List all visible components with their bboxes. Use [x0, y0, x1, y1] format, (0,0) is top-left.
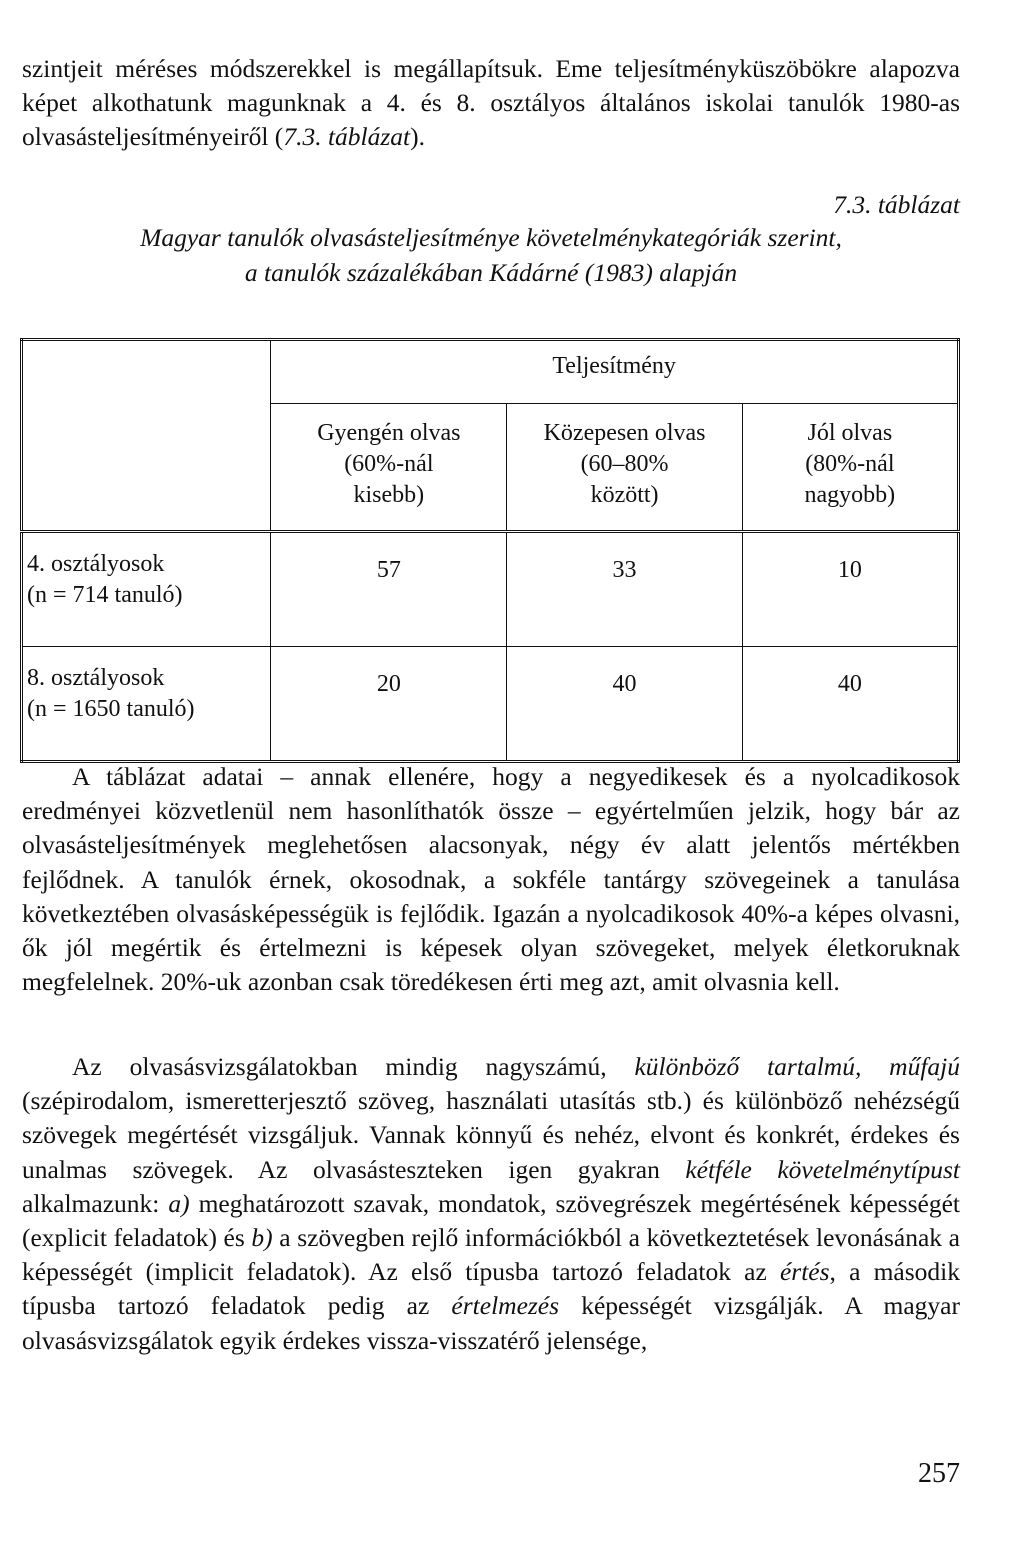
- row-label-line: (n = 714 tanuló): [27, 582, 183, 608]
- table-row: [22, 532, 959, 647]
- column-header-gyengen: [271, 404, 507, 532]
- table-cell-value: 40: [507, 647, 742, 762]
- column-header-jol: [742, 404, 958, 532]
- page-number: 257: [918, 1458, 960, 1489]
- paragraph-text: Az olvasásvizsgálatokban mindig nagyszámú,: [72, 1052, 635, 1081]
- row-label-grade8: [22, 647, 271, 762]
- paragraph-text: a szövegben rejlő információkból a következtetések levonásának a képességét (implicit feladatok). Az első típusba tartozó feladatok az: [22, 1223, 960, 1287]
- column-header-line: kisebb): [353, 482, 425, 508]
- column-header-line: Gyengén olvas: [317, 420, 461, 446]
- paragraph-italic: kétféle követelménytípust: [685, 1154, 960, 1184]
- table-caption: [22, 220, 960, 290]
- table-cell-value: 10: [742, 532, 958, 647]
- column-header-line: (60%-nál: [344, 451, 434, 477]
- paragraph-text: , a második típusba tartozó feladatok pedig az: [22, 1257, 960, 1321]
- intro-table-reference: 7.3. táblázat: [283, 122, 411, 152]
- table-cell-value: 40: [742, 647, 958, 762]
- paragraph-text: (szépirodalom, ismeretterjesztő szöveg, használati utasítás stb.) és különböző nehézségű szövegek megértését vizsgáljuk. Vannak könnyű és nehéz, elvont és konkrét, érdekes és unalmas szövegek. Az olvasásteszteken igen gyakran: [22, 1086, 960, 1184]
- table-cell-value: 33: [507, 532, 742, 647]
- column-header-line: Jól olvas: [807, 420, 893, 446]
- column-header-line: nagyobb): [804, 482, 896, 508]
- column-header-line: között): [590, 482, 659, 508]
- paragraph-italic: különböző tartalmú, műfajú: [634, 1052, 960, 1081]
- intro-text-b: ).: [410, 122, 425, 152]
- table-caption-line2: a tanulók százalékában Kádárné (1983) alapján: [244, 258, 738, 287]
- group-header-teljesitmeny: Teljesítmény: [271, 340, 959, 404]
- paragraph-text: képességét vizsgálják. A magyar olvasásvizsgálatok egyik érdekes vissza-visszatérő jelensége,: [22, 1291, 960, 1355]
- intro-text-a: szintjeit méréses módszerekkel is megállapítsuk. Eme teljesítményküszöbökre alapozva képet alkothatunk magunknak a 4. és 8. osztályos általános iskolai tanulók 1980-as olvasásteljesítményeiről (: [22, 54, 960, 152]
- column-header-line: (80%-nál: [805, 451, 895, 477]
- intro-paragraph: [22, 52, 960, 155]
- table-header-row: [22, 340, 959, 404]
- table-row: [22, 647, 959, 762]
- paragraph-italic: értelmezés: [451, 1291, 560, 1321]
- column-header-line: Közepesen olvas: [543, 420, 706, 446]
- column-header-line: (60–80%: [580, 451, 669, 477]
- paragraph-italic: b): [251, 1223, 273, 1253]
- row-label-line: 8. osztályosok: [27, 665, 165, 691]
- table-cell-value: 57: [271, 532, 507, 647]
- body-paragraph-2: [22, 1050, 960, 1358]
- performance-table: [20, 338, 960, 763]
- table-caption-line1: Magyar tanulók olvasásteljesítménye követelménykategóriák szerint,: [140, 223, 842, 252]
- paragraph-text: alkalmazunk:: [22, 1188, 169, 1218]
- table-corner-cell: [22, 340, 271, 532]
- body-paragraph-1: A táblázat adatai – annak ellenére, hogy a negyedikesek és a nyolcadikosok eredményei közvetlenül nem hasonlíthatók össze – egyértelműen jelzik, hogy bár az olvasásteljesítmények meglehetősen alacsonyak, négy év alatt jelentős mértékben fejlődnek. A tanulók érnek, okosodnak, a sokféle tantárgy szövegeinek a tanulása következtében olvasásképességük is fejlődik. Igazán a nyolcadikosok 40%-a képes olvasni, ők jól megértik és értelmezni is képesek olyan szövegeket, melyek életkoruknak megfelelnek. 20%-uk azonban csak töredékesen érti meg azt, amit olvasnia kell.: [22, 762, 960, 997]
- row-label-line: (n = 1650 tanuló): [27, 696, 195, 722]
- column-header-kozepesen: [507, 404, 742, 532]
- table-number-label: 7.3. táblázat: [833, 190, 960, 219]
- paragraph-italic: a): [168, 1188, 190, 1218]
- table-cell-value: 20: [271, 647, 507, 762]
- paragraph-italic: értés: [779, 1257, 830, 1287]
- row-label-line: 4. osztályosok: [27, 551, 165, 577]
- paragraph-text: meghatározott szavak, mondatok, szövegrészek megértésének képességét (explicit feladatok) és: [22, 1188, 960, 1253]
- row-label-grade4: [22, 532, 271, 647]
